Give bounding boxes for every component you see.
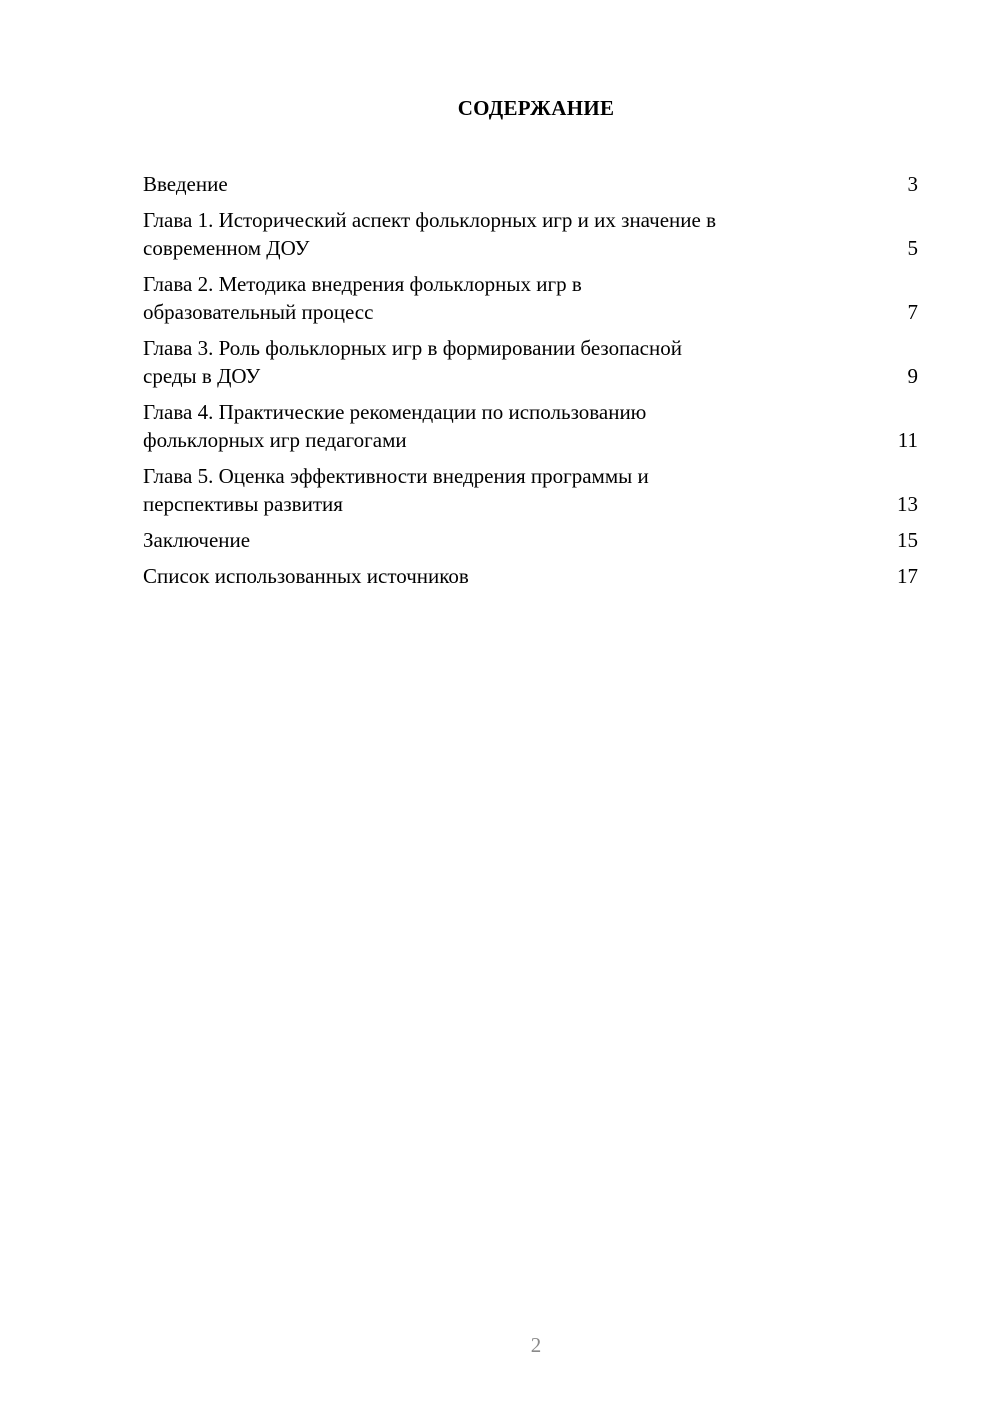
toc-entry-chapter-3: [143, 334, 918, 390]
toc-entry-page: 13: [897, 492, 918, 516]
toc-entry-page: 17: [897, 564, 918, 588]
toc-entry-label: Глава 3. Роль фольклорных игр в формировании безопасной среды в ДОУ: [143, 336, 682, 388]
toc-entry-label: Введение: [143, 172, 228, 196]
toc-entry-label: Список использованных источников: [143, 564, 469, 588]
toc-entry-page: 3: [907, 172, 918, 196]
toc-entry-references: [143, 562, 918, 590]
toc-entry-label: Заключение: [143, 528, 251, 552]
table-of-contents: [143, 170, 918, 598]
page-number: 2: [530, 1333, 542, 1357]
toc-entry-page: 11: [897, 428, 918, 452]
toc-entry-page: 7: [907, 300, 918, 324]
toc-entry-label: Глава 5. Оценка эффективности внедрения программы и перспективы развития: [143, 464, 649, 516]
toc-entry-page: 9: [907, 364, 918, 388]
toc-entry-page: 15: [897, 528, 918, 552]
toc-entry-chapter-1: [143, 206, 918, 262]
toc-entry-chapter-5: [143, 462, 918, 518]
toc-entry-label: Глава 1. Исторический аспект фольклорных игр и их значение в современном ДОУ: [143, 208, 717, 260]
toc-title: СОДЕРЖАНИЕ: [457, 96, 615, 120]
toc-entry-introduction: [143, 170, 918, 198]
toc-entry-label: Глава 2. Методика внедрения фольклорных игр в образовательный процесс: [143, 272, 582, 324]
toc-entry-page: 5: [907, 236, 918, 260]
toc-entry-conclusion: [143, 526, 918, 554]
toc-entry-chapter-2: [143, 270, 918, 326]
toc-entry-chapter-4: [143, 398, 918, 454]
toc-entry-label: Глава 4. Практические рекомендации по использованию фольклорных игр педагогами: [143, 400, 647, 452]
